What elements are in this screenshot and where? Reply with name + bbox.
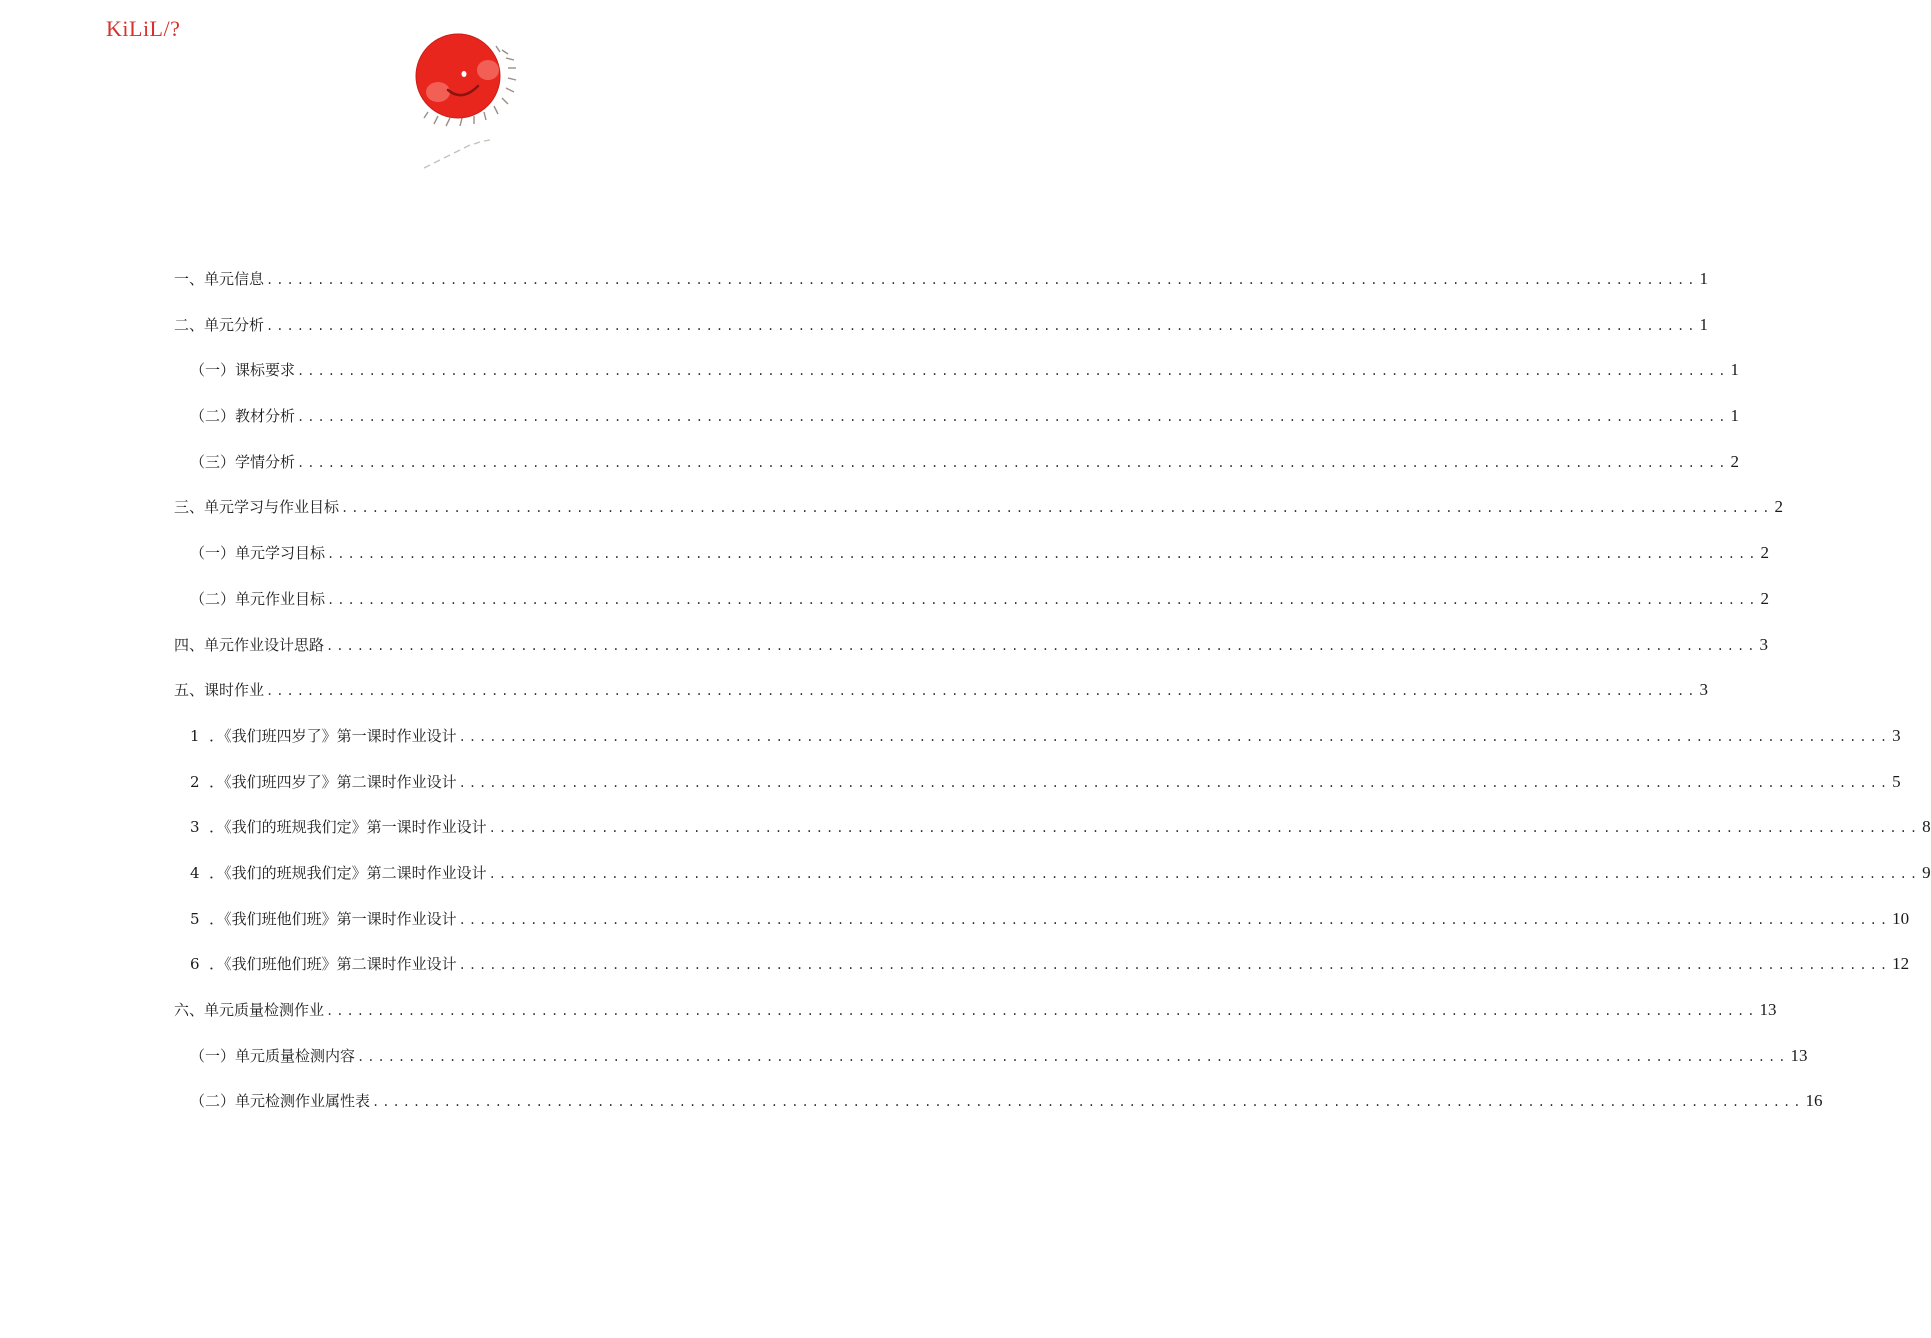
toc-entry-page-number: 13 [1759,1000,1777,1019]
toc-leader-dots: ............................................................................................................................................ [458,775,1891,790]
left-cheek [426,82,450,102]
toc-leader-dots: ............................................................................................................................................ [341,501,1773,516]
toc-leader-dots: ............................................................................................................................................ [266,273,1698,287]
right-cheek [477,60,499,80]
toc-entry-page-number: 12 [1892,954,1910,974]
toc-entry-label: （二）单元检测作业属性表 [190,1092,371,1111]
toc-entry-page-number: 8 [1922,817,1931,837]
toc-entry-number: 6 [190,955,210,974]
toc-entry[interactable] [174,401,1739,447]
toc-entry-page-number: 2 [1760,543,1769,563]
brand-logo-text: KiLiL/? [106,16,181,41]
toc-entry-label: ．《我们的班规我们定》第二课时作业设计 [209,863,487,882]
toc-entry-page-number: 3 [1699,680,1708,700]
toc-leader-dots: ............................................................................................................................................ [372,1095,1804,1110]
toc-entry[interactable] [174,812,1931,858]
toc-entry-page-number: 2 [1774,497,1783,517]
toc-entry-label: （一）课标要求 [190,361,296,380]
toc-entry-number: 4 [190,863,210,882]
toc-entry-page-number: 1 [1699,269,1708,288]
toc-entry[interactable] [174,630,1768,676]
toc-entry[interactable] [174,675,1708,721]
toc-entry-page-number: 2 [1730,451,1739,471]
toc-entry-label: 二、单元分析 [174,315,265,334]
toc-leader-dots: ............................................................................................................................................ [297,410,1729,425]
toc-leader-dots: ............................................................................................................................................ [266,684,1698,699]
toc-entry-number: 1 [190,726,210,745]
toc-entry-page-number: 1 [1730,360,1739,380]
toc-leader-dots: ............................................................................................................................................ [327,547,1759,562]
toc-entry-page-number: 13 [1790,1045,1808,1065]
toc-entry-label: （二）教材分析 [190,407,296,426]
toc-leader-dots: ............................................................................................................................................ [458,729,1891,744]
toc-entry[interactable] [174,310,1708,356]
toc-entry-page-number: 1 [1699,314,1708,334]
toc-entry-label: （三）学情分析 [190,452,296,471]
toc-entry-label: （一）单元质量检测内容 [190,1046,356,1065]
toc-entry[interactable] [174,721,1901,767]
toc-leader-dots: ............................................................................................................................................ [488,821,1921,836]
toc-entry[interactable] [174,995,1777,1041]
toc-entry-page-number: 16 [1805,1091,1823,1111]
toc-entry-page-number: 9 [1922,862,1931,882]
toc-entry[interactable] [174,949,1910,995]
toc-leader-dots: ............................................................................................................................................ [327,592,1759,607]
toc-entry[interactable] [174,1041,1808,1087]
table-of-contents [174,264,1931,1132]
toc-entry-label: 一、单元信息 [174,270,265,288]
toc-entry[interactable] [174,538,1769,584]
toc-entry[interactable] [174,767,1901,813]
toc-entry-page-number: 2 [1760,588,1769,608]
toc-entry[interactable] [174,904,1910,950]
toc-entry-page-number: 3 [1759,634,1768,654]
toc-entry-label: ．《我们班四岁了》第一课时作业设计 [209,726,457,745]
toc-entry-page-number: 3 [1892,725,1901,745]
toc-entry-label: 三、单元学习与作业目标 [174,498,340,517]
smiling-sun-illustration [418,40,526,182]
toc-entry[interactable] [174,492,1783,538]
toc-leader-dots: ............................................................................................................................................ [326,638,1758,653]
toc-entry-label: ．《我们班他们班》第一课时作业设计 [209,909,457,928]
toc-entry-number: 5 [190,909,210,928]
toc-entry-page-number: 1 [1730,406,1739,426]
toc-leader-dots: ............................................................................................................................................ [266,318,1698,333]
toc-leader-dots: ............................................................................................................................................ [458,912,1891,927]
toc-leader-dots: ............................................................................................................................................ [458,958,1891,973]
toc-entry-label: 六、单元质量检测作业 [174,1001,325,1019]
sun-shadow-dashes [424,140,490,168]
toc-entry-page-number: 10 [1892,908,1910,928]
toc-leader-dots: ............................................................................................................................................ [326,1004,1758,1018]
toc-leader-dots: ............................................................................................................................................ [357,1049,1789,1064]
toc-entry[interactable] [174,584,1769,630]
toc-entry-label: （二）单元作业目标 [190,589,326,608]
toc-entry[interactable] [174,1086,1823,1132]
toc-entry[interactable] [174,447,1739,493]
toc-entry-label: （一）单元学习目标 [190,544,326,563]
toc-entry-label: 四、单元作业设计思路 [174,635,325,654]
toc-entry-label: ．《我们的班规我们定》第一课时作业设计 [209,818,487,837]
toc-entry-label: 五、课时作业 [174,681,265,700]
toc-entry[interactable] [174,858,1931,904]
toc-leader-dots: ............................................................................................................................................ [297,455,1729,470]
toc-entry[interactable] [174,264,1708,310]
toc-entry-page-number: 5 [1892,771,1901,791]
toc-entry-label: ．《我们班四岁了》第二课时作业设计 [209,772,457,791]
toc-entry-number: 2 [190,772,210,791]
toc-entry-label: ．《我们班他们班》第二课时作业设计 [209,955,457,974]
toc-leader-dots: ............................................................................................................................................ [297,364,1729,379]
toc-entry[interactable] [174,355,1739,401]
toc-entry-number: 3 [190,818,210,837]
toc-leader-dots: ............................................................................................................................................ [488,866,1921,881]
eye [462,71,467,77]
